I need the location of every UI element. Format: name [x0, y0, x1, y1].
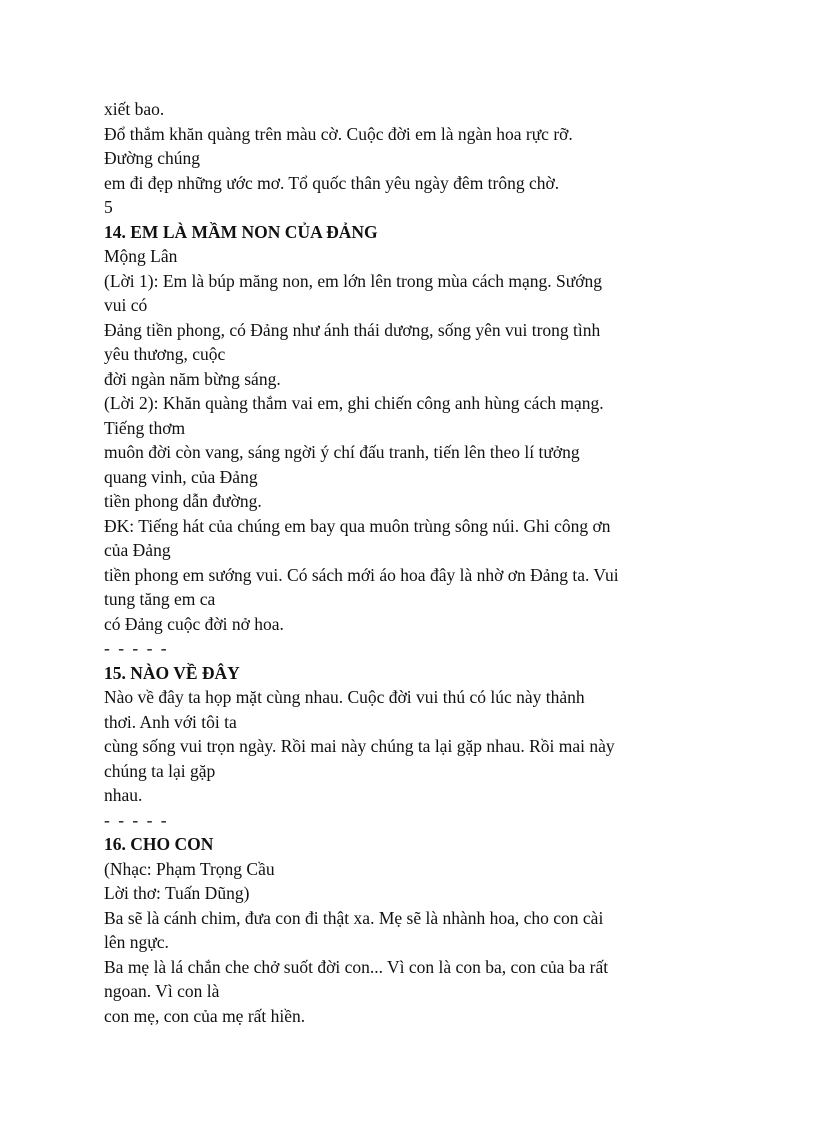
text-line: Đổ thắm khăn quàng trên màu cờ. Cuộc đời em là ngàn hoa rực rỡ.: [104, 123, 573, 144]
text-line: tiền phong em sướng vui. Có sách mới áo hoa đây là nhờ ơn Đảng ta. Vui: [104, 564, 619, 585]
song-title-15: 15. NÀO VỀ ĐÂY: [104, 662, 240, 683]
song-title-16: 16. CHO CON: [104, 834, 214, 854]
text-line: (Lời 2): Khăn quàng thắm vai em, ghi chiến công anh hùng cách mạng.: [104, 393, 604, 413]
text-line: Ba sẽ là cánh chim, đưa con đi thật xa. Mẹ sẽ là nhành hoa, cho con cài: [104, 907, 604, 928]
text-line: lên ngực.: [104, 932, 169, 952]
text-line: muôn đời còn vang, sáng ngời ý chí đấu tranh, tiến lên theo lí tưởng: [104, 442, 580, 462]
text-line: Đảng tiền phong, có Đảng như ánh thái dương, sống yên vui trong tình: [104, 319, 601, 340]
page-number: 5: [104, 197, 113, 217]
text-line: thơi. Anh với tôi ta: [104, 711, 237, 732]
text-line: Lời thơ: Tuấn Dũng): [104, 883, 250, 903]
document-page: [104, 97, 724, 1028]
text-line: đời ngàn năm bừng sáng.: [104, 368, 281, 389]
text-line: con mẹ, con của mẹ rất hiền.: [104, 1005, 306, 1026]
text-line: quang vinh, của Đảng: [104, 466, 258, 487]
text-line: nhau.: [104, 785, 143, 805]
text-line: Đường chúng: [104, 148, 201, 168]
text-line: (Lời 1): Em là búp măng non, em lớn lên trong mùa cách mạng. Sướng: [104, 270, 602, 291]
separator: - - - - -: [104, 809, 169, 830]
text-line: của Đảng: [104, 540, 171, 560]
text-line: ĐK: Tiếng hát của chúng em bay qua muôn trùng sông núi. Ghi công ơn: [104, 515, 611, 536]
text-line: chúng ta lại gặp: [104, 760, 216, 781]
song-author: Mộng Lân: [104, 246, 178, 266]
text-line: có Đảng cuộc đời nở hoa.: [104, 613, 284, 634]
text-line: Tiếng thơm: [104, 417, 186, 438]
text-line: ngoan. Vì con là: [104, 981, 220, 1001]
text-line: xiết bao.: [104, 99, 165, 119]
text-line: Nào về đây ta họp mặt cùng nhau. Cuộc đời vui thú có lúc này thảnh: [104, 687, 585, 707]
separator: - - - - -: [104, 638, 169, 658]
text-line: tiền phong dẫn đường.: [104, 491, 262, 511]
text-line: vui có: [104, 295, 148, 315]
text-line: em đi đẹp những ước mơ. Tổ quốc thân yêu ngày đêm trông chờ.: [104, 172, 560, 193]
text-line: tung tăng em ca: [104, 589, 216, 609]
text-line: cùng sống vui trọn ngày. Rồi mai này chúng ta lại gặp nhau. Rồi mai này: [104, 736, 615, 756]
text-line: (Nhạc: Phạm Trọng Cầu: [104, 858, 275, 879]
text-line: Ba mẹ là lá chắn che chở suốt đời con... Vì con là con ba, con của ba rất: [104, 956, 609, 977]
text-line: yêu thương, cuộc: [104, 344, 226, 364]
song-title-14: 14. EM LÀ MẦM NON CỦA ĐẢNG: [104, 221, 378, 242]
